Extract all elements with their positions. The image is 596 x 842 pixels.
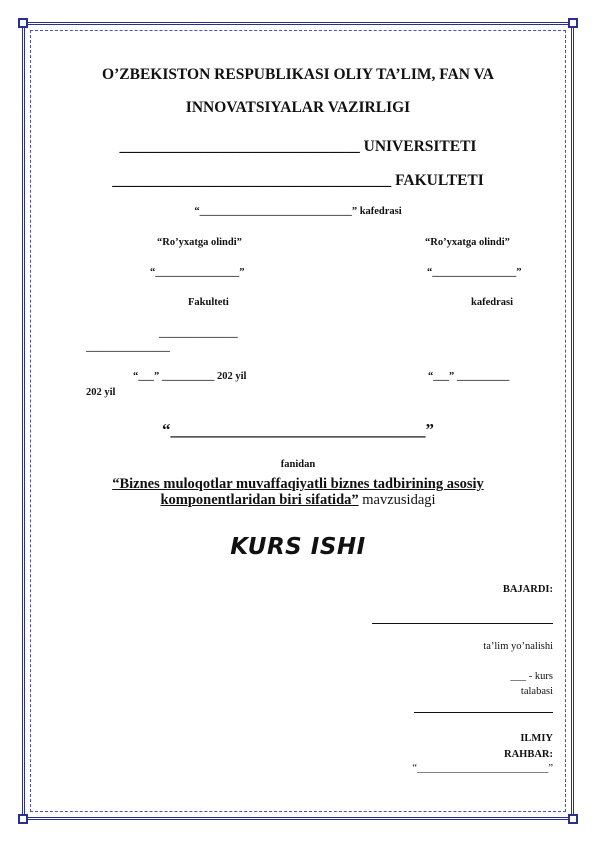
student-label: talabasi <box>520 686 553 697</box>
ministry-line-1: O’ZBEKISTON RESPUBLIKASI OLIY TA’LIM, FAN VA <box>102 66 494 83</box>
right-registered-title: “Ro’yxatga olindi” <box>425 237 510 248</box>
ilmiy-label: ILMIY <box>520 733 553 744</box>
department-label: kafedrasi <box>471 297 513 308</box>
faculty-sign-line-2: ________________ <box>86 342 170 353</box>
border-corner-ornament <box>568 814 578 824</box>
university-line: _______________________________ UNIVERSITETI <box>119 138 477 155</box>
student-sign-line <box>414 712 553 713</box>
supervisor-name-blank: “_________________________” <box>412 763 553 774</box>
ministry-line-2: INNOVATSIYALAR VAZIRLIGI <box>185 99 411 116</box>
faculty-line: ____________________________________ FAKULTETI <box>112 172 484 189</box>
right-registered-blank: “________________” <box>427 267 522 278</box>
left-registered-title: “Ro’yxatga olindi” <box>157 237 242 248</box>
subject-blank: “______________________________” <box>162 420 434 439</box>
topic-line-2-text: komponentlaridan biri sifatida” <box>160 492 359 508</box>
topic-suffix: mavzusidagi <box>358 492 436 508</box>
left-registered-blank: “________________” <box>150 267 245 278</box>
border-corner-ornament <box>568 18 578 28</box>
bajardi-label: BAJARDI: <box>502 584 553 595</box>
fanidan-label: fanidan <box>280 459 316 470</box>
border-corner-ornament <box>18 18 28 28</box>
left-date: “___” __________ 202 yil <box>133 371 247 382</box>
student-name-line <box>372 623 553 624</box>
faculty-sign-line: _______________ <box>159 328 238 339</box>
border-corner-ornament <box>18 814 28 824</box>
education-direction-label: ta’lim yo’nalishi <box>483 641 553 652</box>
topic-line-1: “Biznes muloqotlar muvaffaqiyatli biznes tadbirining asosiy <box>112 476 484 492</box>
right-date-year: 202 yil <box>86 387 116 398</box>
right-date: “___” __________ <box>428 371 510 382</box>
course-number: ___ - kurs <box>510 671 553 682</box>
topic-line-2 <box>0 492 596 509</box>
faculty-label: Fakulteti <box>188 297 229 308</box>
rahbar-label: RAHBAR: <box>504 749 553 760</box>
document-title: KURS ISHI <box>230 534 366 560</box>
department-line: “_____________________________” kafedrasi <box>194 206 402 217</box>
